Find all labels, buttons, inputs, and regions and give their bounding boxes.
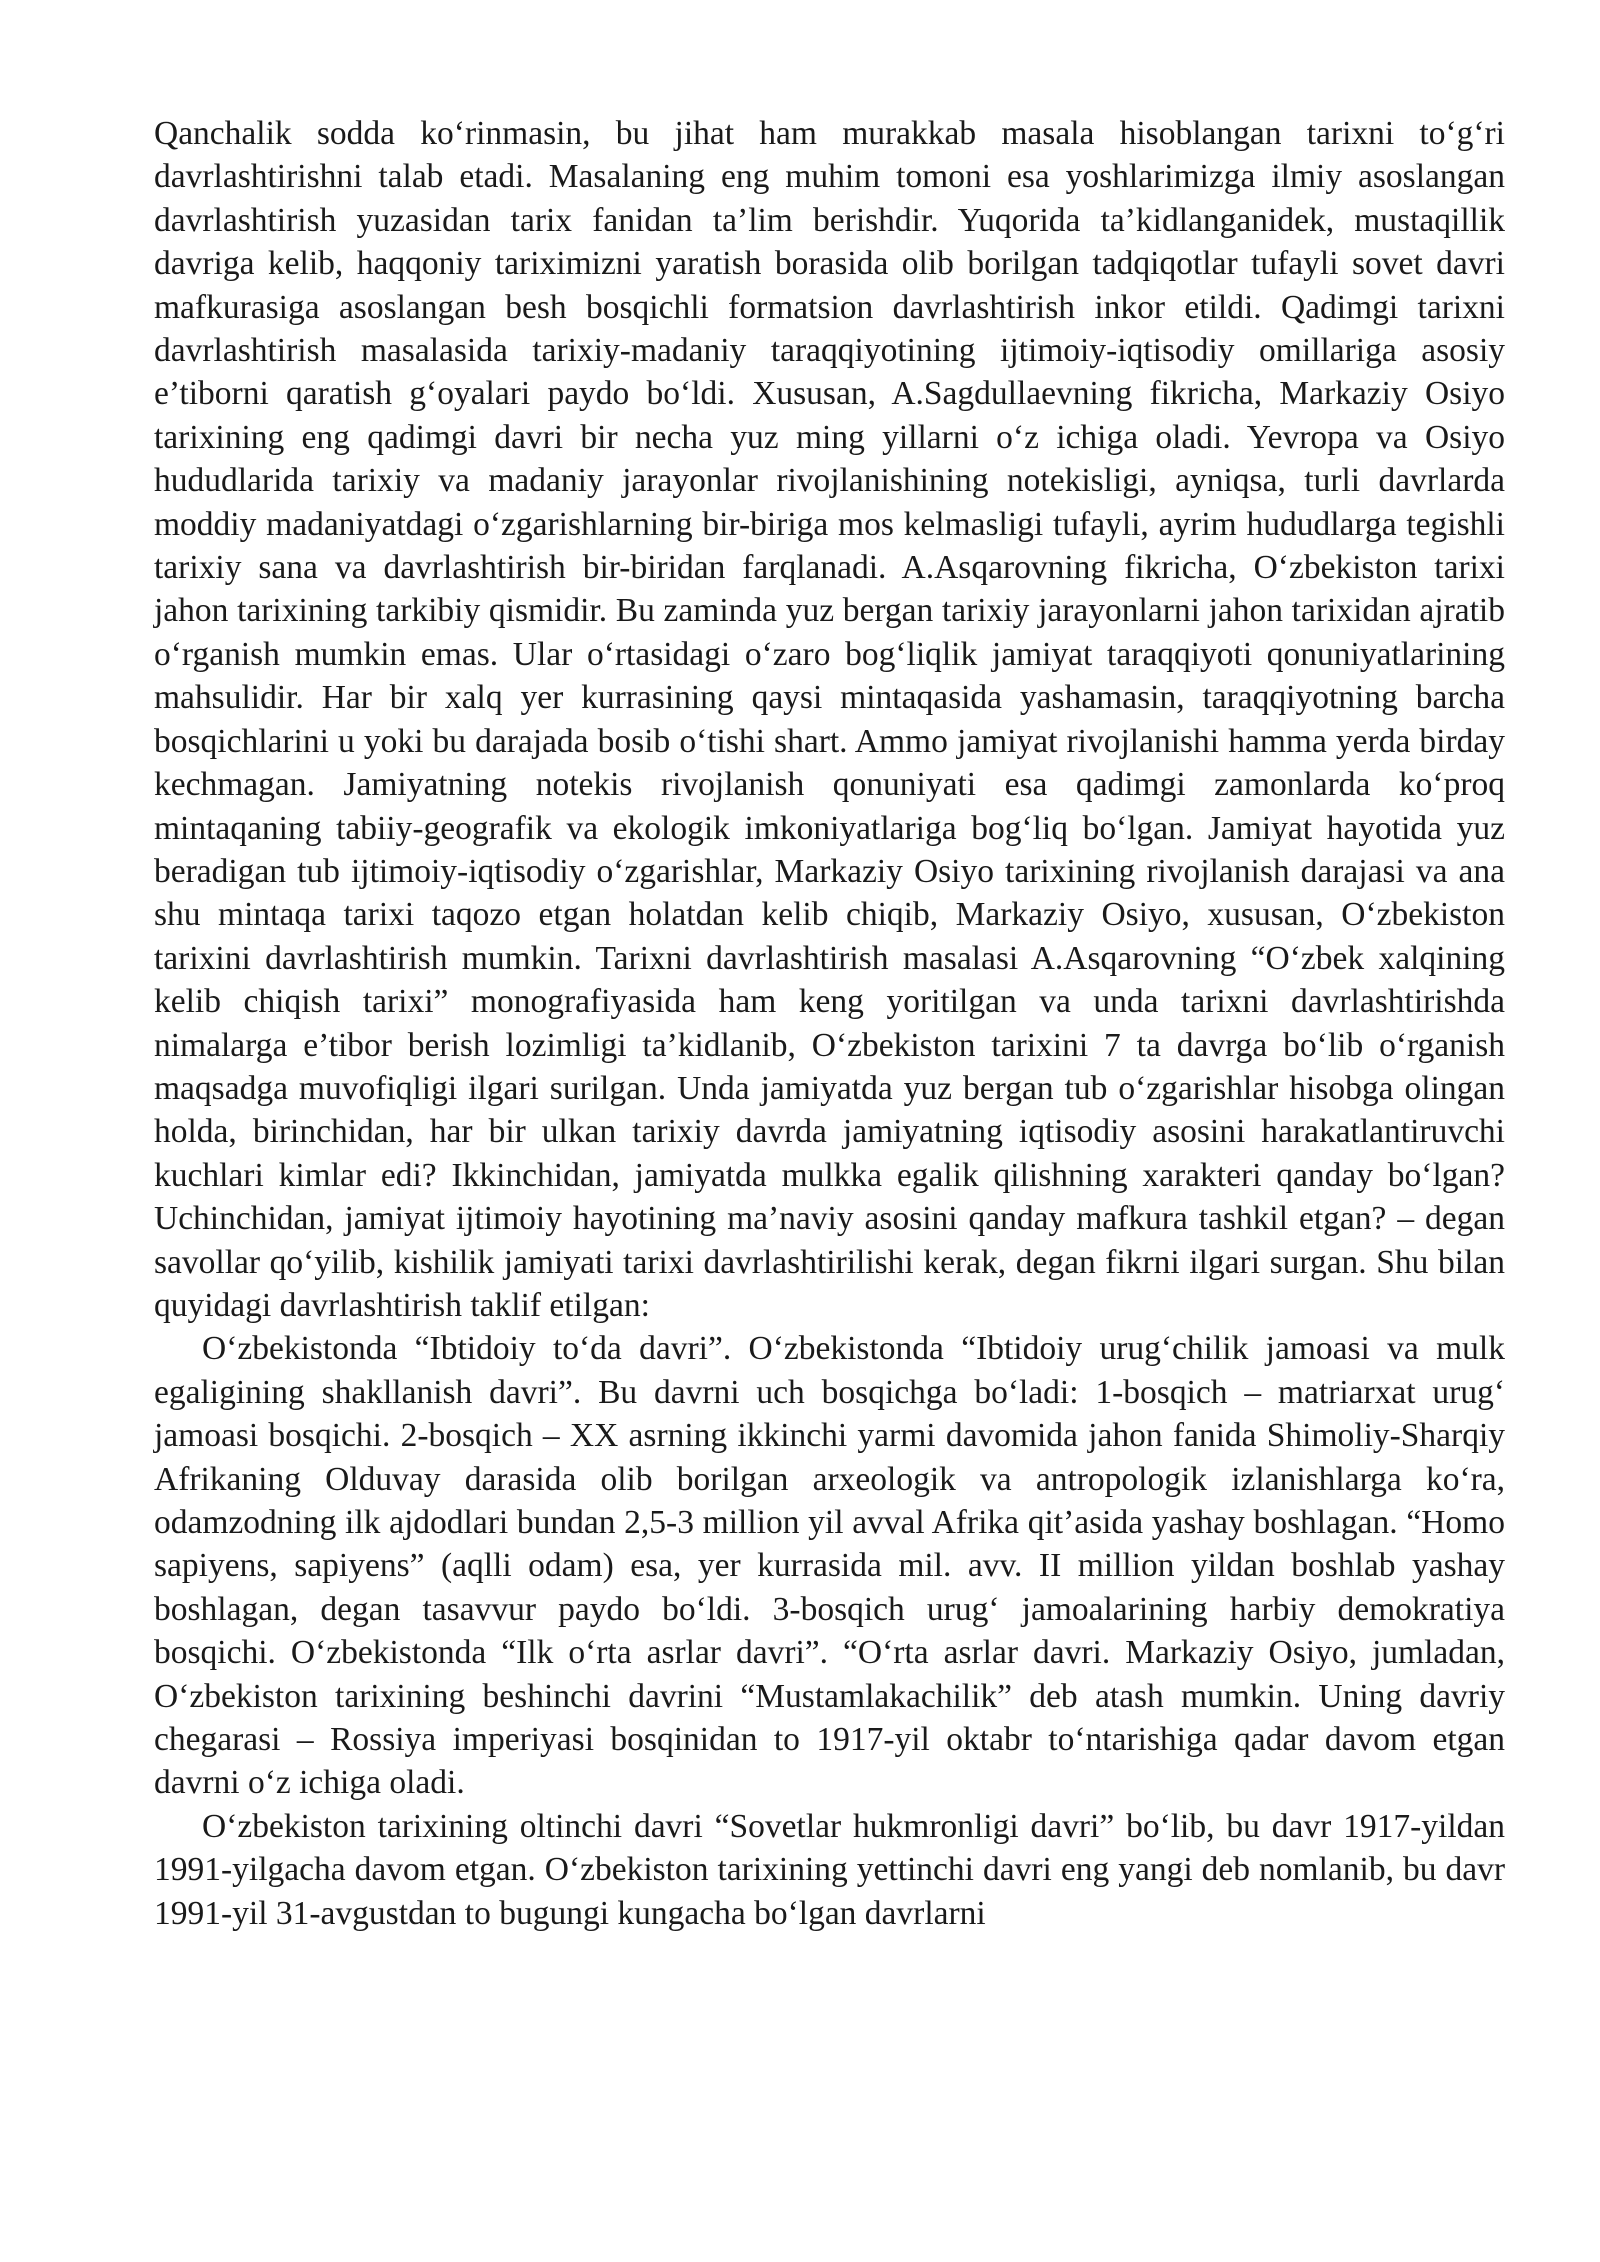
paragraph-early-periods: O‘zbekistonda “Ibtidoiy to‘da davri”. O‘zbekistonda “Ibtidoiy urug‘chilik jamoasi va mulk egaligining shakllanish davri”. Bu davrni uch bosqichga bo‘ladi: 1-bosqich – matriarxat urug‘ jamoasi bosqichi. 2-bosqich – XX asrning ikkinchi yarmi davomida jahon fanida Shimoliy-Sharqiy Afrikaning Olduvay darasida olib borilgan arxeologik va antropologik izlanishlarga ko‘ra, odamzodning ilk ajdodlari bundan 2,5-3 million yil avval Afrika qit’asida yashay boshlagan. “Homo sapiyens, sapiyens” (aqlli odam) esa, yer kurrasida mil. avv. II million yildan boshlab yashay boshlagan, degan tasavvur paydo bo‘ldi. 3-bosqich urug‘ jamoalarining harbiy demokratiya bosqichi. O‘zbekistonda “Ilk o‘rta asrlar davri”. “O‘rta asrlar davri. Markaziy Osiyo, jumladan, O‘zbekiston tarixining beshinchi davrini “Mustamlakachilik” deb atash mumkin. Uning davriy chegarasi – Rossiya imperiyasi bosqinidan to 1917-yil oktabr to‘ntarishiga qadar davom etgan davrni o‘z ichiga oladi. (154, 1330, 1505, 1802)
document-page (154, 112, 1505, 1935)
paragraph-periodization-intro: Qanchalik sodda ko‘rinmasin, bu jihat ham murakkab masala hisoblangan tarixni to‘g‘ri davrlashtirishni talab etadi. Masalaning eng muhim tomoni esa yoshlarimizga ilmiy asoslangan davrlashtirish yuzasidan tarix fanidan ta’lim berishdir. Yuqorida ta’kidlanganidek, mustaqillik davriga kelib, haqqoniy tariximizni yaratish borasida olib borilgan tadqiqotlar tufayli sovet davri mafkurasiga asoslangan besh bosqichli formatsion davrlashtirish inkor etildi. Qadimgi tarixni davrlashtirish masalasida tarixiy-madaniy taraqqiyotining ijtimoiy-iqtisodiy omillariga asosiy e’tiborni qaratish g‘oyalari paydo bo‘ldi. Xususan, A.Sagdullaevning fikricha, Markaziy Osiyo tarixining eng qadimgi davri bir necha yuz ming yillarni o‘z ichiga oladi. Yevropa va Osiyo hududlarida tarixiy va madaniy jarayonlar rivojlanishining notekisligi, ayniqsa, turli davrlarda moddiy madaniyatdagi o‘zgarishlarning bir-biriga mos kelmasligi tufayli, ayrim hududlarga tegishli tarixiy sana va davrlashtirish bir-biridan farqlanadi. A.Asqarovning fikricha, O‘zbekiston tarixi jahon tarixining tarkibiy qismidir. Bu zaminda yuz bergan tarixiy jarayonlarni jahon tarixidan ajratib o‘rganish mumkin emas. Ular o‘rtasidagi o‘zaro bog‘liqlik jamiyat taraqqiyoti qonuniyatlarining mahsulidir. Har bir xalq yer kurrasining qaysi mintaqasida yashamasin, taraqqiyotning barcha bosqichlarini u yoki bu darajada bosib o‘tishi shart. Ammo jamiyat rivojlanishi hamma yerda birday kechmagan. Jamiyatning notekis rivojlanish qonuniyati esa qadimgi zamonlarda ko‘proq mintaqaning tabiiy-geografik va ekologik imkoniyatlariga bog‘liq bo‘lgan. Jamiyat hayotida yuz beradigan tub ijtimoiy-iqtisodiy o‘zgarishlar, Markaziy Osiyo tarixining rivojlanish darajasi va ana shu mintaqa tarixi taqozo etgan holatdan kelib chiqib, Markaziy Osiyo, xususan, O‘zbekiston tarixini davrlashtirish mumkin. Tarixni davrlashtirish masalasi A.Asqarovning “O‘zbek xalqining kelib chiqish tarixi” monografiyasida ham keng yoritilgan va unda tarixni davrlashtirishda nimalarga e’tibor berish lozimligi ta’kidlanib, O‘zbekiston tarixini 7 ta davrga bo‘lib o‘rganish maqsadga muvofiqligi ilgari surilgan. Unda jamiyatda yuz bergan tub o‘zgarishlar hisobga olingan holda, birinchidan, har bir ulkan tarixiy davrda jamiyatning iqtisodiy asosini harakatlantiruvchi kuchlari kimlar edi? Ikkinchidan, jamiyatda mulkka egalik qilishning xarakteri qanday bo‘lgan? Uchinchidan, jamiyat ijtimoiy hayotining ma’naviy asosini qanday mafkura tashkil etgan? – degan savollar qo‘yilib, kishilik jamiyati tarixi davrlashtirilishi kerak, degan fikrni ilgari surgan. Shu bilan quyidagi davrlashtirish taklif etilgan: (154, 115, 1505, 1324)
paragraph-soviet-and-modern-periods: O‘zbekiston tarixining oltinchi davri “Sovetlar hukmronligi davri” bo‘lib, bu davr 1917-yildan 1991-yilgacha davom etgan. O‘zbekiston tarixining yettinchi davri eng yangi deb nomlanib, bu davr 1991-yil 31-avgustdan to bugungi kungacha bo‘lgan davrlarni (154, 1807, 1505, 1932)
